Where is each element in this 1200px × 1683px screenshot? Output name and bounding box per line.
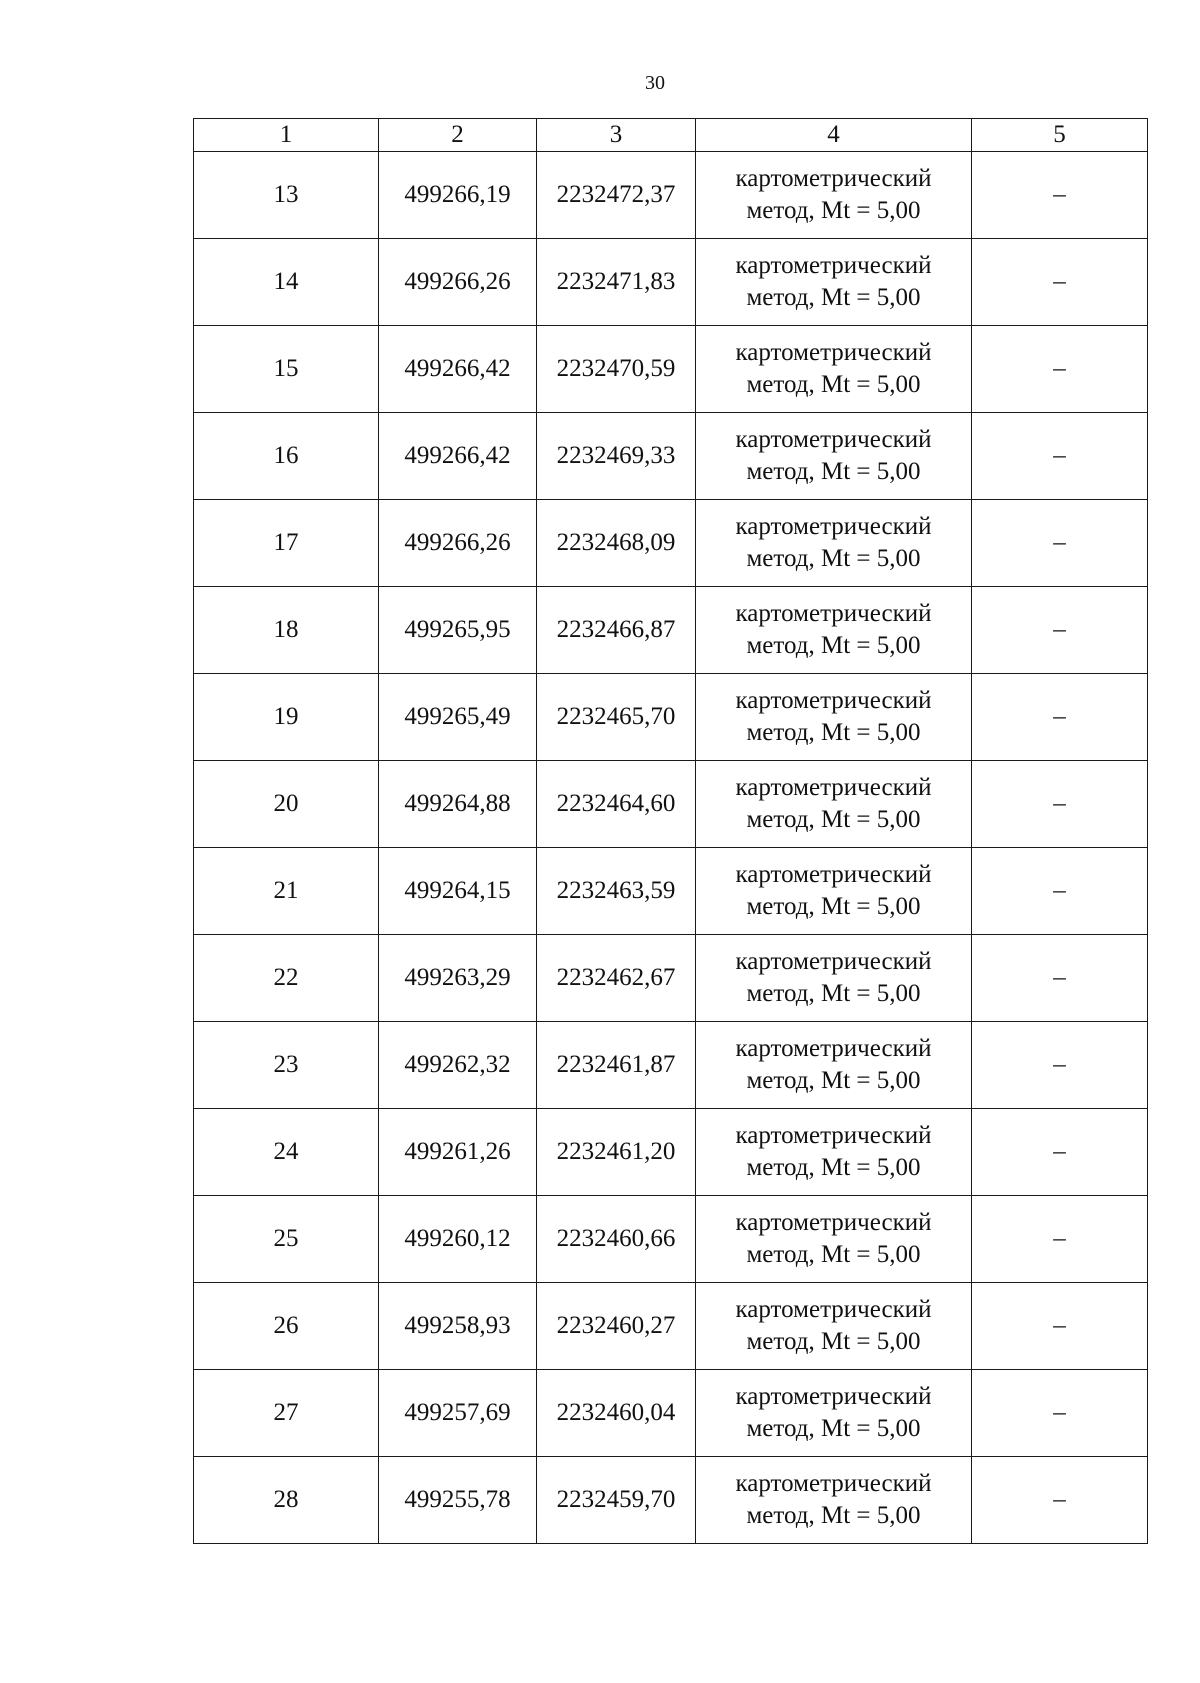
point-number-cell: 14 bbox=[194, 239, 379, 326]
x-coordinate-cell: 499257,69 bbox=[379, 1370, 537, 1457]
page-number: 30 bbox=[645, 72, 665, 94]
note-cell: – bbox=[972, 761, 1148, 848]
method-cell bbox=[696, 1283, 972, 1370]
y-coordinate-cell: 2232459,70 bbox=[537, 1457, 696, 1544]
method-line-2: метод, Mt = 5,00 bbox=[746, 197, 921, 224]
x-coordinate-cell: 499262,32 bbox=[379, 1022, 537, 1109]
table-row bbox=[194, 152, 1148, 239]
point-number-cell: 19 bbox=[194, 674, 379, 761]
method-line-1: картометрический bbox=[735, 600, 932, 627]
point-number-cell: 27 bbox=[194, 1370, 379, 1457]
table-row bbox=[194, 1109, 1148, 1196]
method-line-2: метод, Mt = 5,00 bbox=[746, 719, 921, 746]
note-cell: – bbox=[972, 1196, 1148, 1283]
note-cell: – bbox=[972, 587, 1148, 674]
method-cell bbox=[696, 587, 972, 674]
y-coordinate-cell: 2232465,70 bbox=[537, 674, 696, 761]
method-line-2: метод, Mt = 5,00 bbox=[746, 371, 921, 398]
x-coordinate-cell: 499258,93 bbox=[379, 1283, 537, 1370]
method-cell bbox=[696, 935, 972, 1022]
method-cell bbox=[696, 413, 972, 500]
method-line-1: картометрический bbox=[735, 1209, 932, 1236]
y-coordinate-cell: 2232466,87 bbox=[537, 587, 696, 674]
note-cell: – bbox=[972, 1283, 1148, 1370]
y-coordinate-cell: 2232463,59 bbox=[537, 848, 696, 935]
note-cell: – bbox=[972, 848, 1148, 935]
y-coordinate-cell: 2232472,37 bbox=[537, 152, 696, 239]
method-cell bbox=[696, 1022, 972, 1109]
method-cell bbox=[696, 761, 972, 848]
method-line-2: метод, Mt = 5,00 bbox=[746, 806, 921, 833]
method-line-1: картометрический bbox=[735, 1122, 932, 1149]
method-line-1: картометрический bbox=[735, 252, 932, 279]
method-line-2: метод, Mt = 5,00 bbox=[746, 893, 921, 920]
column-header-4: 4 bbox=[696, 119, 972, 152]
note-cell: – bbox=[972, 413, 1148, 500]
y-coordinate-cell: 2232461,20 bbox=[537, 1109, 696, 1196]
column-header-3: 3 bbox=[537, 119, 696, 152]
table-row bbox=[194, 848, 1148, 935]
table-row bbox=[194, 239, 1148, 326]
method-line-1: картометрический bbox=[735, 774, 932, 801]
note-cell: – bbox=[972, 935, 1148, 1022]
y-coordinate-cell: 2232464,60 bbox=[537, 761, 696, 848]
x-coordinate-cell: 499260,12 bbox=[379, 1196, 537, 1283]
x-coordinate-cell: 499266,26 bbox=[379, 500, 537, 587]
table-row bbox=[194, 935, 1148, 1022]
method-line-1: картометрический bbox=[735, 513, 932, 540]
note-cell: – bbox=[972, 152, 1148, 239]
table-row bbox=[194, 1370, 1148, 1457]
method-cell bbox=[696, 848, 972, 935]
method-line-2: метод, Mt = 5,00 bbox=[746, 1067, 921, 1094]
method-line-2: метод, Mt = 5,00 bbox=[746, 458, 921, 485]
method-line-1: картометрический bbox=[735, 426, 932, 453]
table-body bbox=[194, 152, 1148, 1544]
method-line-2: метод, Mt = 5,00 bbox=[746, 1328, 921, 1355]
method-line-2: метод, Mt = 5,00 bbox=[746, 1502, 921, 1529]
note-cell: – bbox=[972, 239, 1148, 326]
column-header-5: 5 bbox=[972, 119, 1148, 152]
x-coordinate-cell: 499265,95 bbox=[379, 587, 537, 674]
y-coordinate-cell: 2232460,04 bbox=[537, 1370, 696, 1457]
x-coordinate-cell: 499264,15 bbox=[379, 848, 537, 935]
note-cell: – bbox=[972, 1109, 1148, 1196]
method-line-1: картометрический bbox=[735, 1470, 932, 1497]
method-line-2: метод, Mt = 5,00 bbox=[746, 980, 921, 1007]
y-coordinate-cell: 2232469,33 bbox=[537, 413, 696, 500]
method-line-1: картометрический bbox=[735, 1035, 932, 1062]
x-coordinate-cell: 499255,78 bbox=[379, 1457, 537, 1544]
x-coordinate-cell: 499264,88 bbox=[379, 761, 537, 848]
point-number-cell: 22 bbox=[194, 935, 379, 1022]
y-coordinate-cell: 2232468,09 bbox=[537, 500, 696, 587]
table-row bbox=[194, 587, 1148, 674]
method-line-2: метод, Mt = 5,00 bbox=[746, 284, 921, 311]
table-row bbox=[194, 413, 1148, 500]
note-cell: – bbox=[972, 326, 1148, 413]
method-cell bbox=[696, 500, 972, 587]
method-line-2: метод, Mt = 5,00 bbox=[746, 545, 921, 572]
method-cell bbox=[696, 1109, 972, 1196]
method-cell bbox=[696, 326, 972, 413]
table-row bbox=[194, 674, 1148, 761]
x-coordinate-cell: 499266,26 bbox=[379, 239, 537, 326]
y-coordinate-cell: 2232460,27 bbox=[537, 1283, 696, 1370]
method-line-1: картометрический bbox=[735, 861, 932, 888]
table-row bbox=[194, 1283, 1148, 1370]
x-coordinate-cell: 499263,29 bbox=[379, 935, 537, 1022]
method-line-1: картометрический bbox=[735, 1383, 932, 1410]
point-number-cell: 18 bbox=[194, 587, 379, 674]
x-coordinate-cell: 499265,49 bbox=[379, 674, 537, 761]
point-number-cell: 13 bbox=[194, 152, 379, 239]
table-row bbox=[194, 500, 1148, 587]
method-line-1: картометрический bbox=[735, 948, 932, 975]
table-row bbox=[194, 1196, 1148, 1283]
note-cell: – bbox=[972, 1457, 1148, 1544]
method-cell bbox=[696, 239, 972, 326]
table-row bbox=[194, 1022, 1148, 1109]
x-coordinate-cell: 499266,42 bbox=[379, 413, 537, 500]
x-coordinate-cell: 499266,19 bbox=[379, 152, 537, 239]
method-cell bbox=[696, 1370, 972, 1457]
point-number-cell: 21 bbox=[194, 848, 379, 935]
column-header-1: 1 bbox=[194, 119, 379, 152]
method-line-1: картометрический bbox=[735, 1296, 932, 1323]
y-coordinate-cell: 2232470,59 bbox=[537, 326, 696, 413]
point-number-cell: 23 bbox=[194, 1022, 379, 1109]
point-number-cell: 17 bbox=[194, 500, 379, 587]
table-row bbox=[194, 326, 1148, 413]
method-cell bbox=[696, 152, 972, 239]
method-line-1: картометрический bbox=[735, 339, 932, 366]
y-coordinate-cell: 2232471,83 bbox=[537, 239, 696, 326]
point-number-cell: 16 bbox=[194, 413, 379, 500]
table-row bbox=[194, 761, 1148, 848]
table-header-row bbox=[194, 119, 1148, 152]
y-coordinate-cell: 2232461,87 bbox=[537, 1022, 696, 1109]
x-coordinate-cell: 499266,42 bbox=[379, 326, 537, 413]
method-line-2: метод, Mt = 5,00 bbox=[746, 1241, 921, 1268]
y-coordinate-cell: 2232460,66 bbox=[537, 1196, 696, 1283]
method-cell bbox=[696, 1457, 972, 1544]
point-number-cell: 24 bbox=[194, 1109, 379, 1196]
point-number-cell: 20 bbox=[194, 761, 379, 848]
note-cell: – bbox=[972, 1370, 1148, 1457]
note-cell: – bbox=[972, 500, 1148, 587]
point-number-cell: 15 bbox=[194, 326, 379, 413]
method-line-2: метод, Mt = 5,00 bbox=[746, 1154, 921, 1181]
method-line-2: метод, Mt = 5,00 bbox=[746, 1415, 921, 1442]
method-cell bbox=[696, 674, 972, 761]
y-coordinate-cell: 2232462,67 bbox=[537, 935, 696, 1022]
coordinates-table bbox=[193, 118, 1148, 1544]
x-coordinate-cell: 499261,26 bbox=[379, 1109, 537, 1196]
table-row bbox=[194, 1457, 1148, 1544]
method-line-1: картометрический bbox=[735, 165, 932, 192]
method-line-2: метод, Mt = 5,00 bbox=[746, 632, 921, 659]
note-cell: – bbox=[972, 1022, 1148, 1109]
point-number-cell: 25 bbox=[194, 1196, 379, 1283]
note-cell: – bbox=[972, 674, 1148, 761]
point-number-cell: 28 bbox=[194, 1457, 379, 1544]
method-line-1: картометрический bbox=[735, 687, 932, 714]
point-number-cell: 26 bbox=[194, 1283, 379, 1370]
column-header-2: 2 bbox=[379, 119, 537, 152]
method-cell bbox=[696, 1196, 972, 1283]
